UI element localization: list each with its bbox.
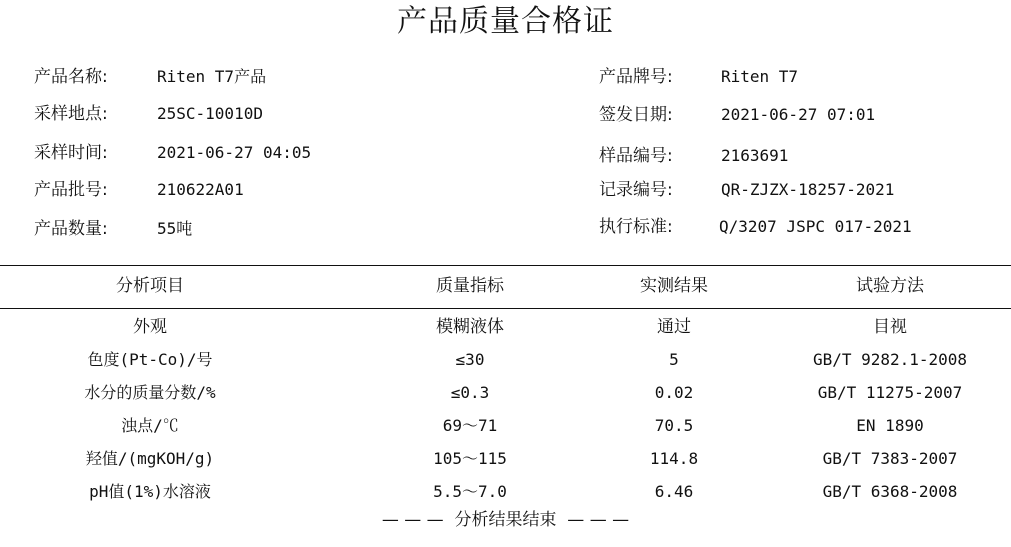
info-value: Riten T7产品 (157, 67, 267, 86)
info-value: 55吨 (157, 219, 193, 238)
cell-result: 5 (669, 350, 679, 369)
info-label: 样品编号: (599, 146, 673, 166)
cell-item: 外观 (133, 317, 167, 337)
cell-method: GB/T 11275-2007 (817, 383, 963, 402)
cell-spec: 模糊液体 (436, 317, 504, 337)
column-header-result: 实测结果 (640, 276, 708, 296)
info-value: 2163691 (721, 146, 789, 165)
end-of-results-note: — — — 分析结果结束 — — — (381, 510, 630, 530)
info-sampling-time-row (34, 138, 534, 168)
cell-item: 水分的质量分数/% (84, 383, 216, 402)
table-header-rule (0, 308, 1011, 309)
info-value: Q/3207 JSPC 017-2021 (719, 217, 912, 236)
info-label: 采样地点: (34, 104, 108, 124)
cell-item: 浊点/℃ (121, 416, 179, 435)
info-label: 签发日期: (599, 105, 673, 125)
cell-spec: ≤30 (455, 350, 485, 369)
document-title: 产品质量合格证 (397, 4, 614, 39)
info-label: 执行标准: (599, 217, 673, 237)
info-sampling-location-row (34, 99, 534, 129)
info-value: 25SC-10010D (157, 104, 263, 123)
info-value: 210622A01 (157, 180, 244, 199)
info-standard-row (599, 212, 999, 242)
info-label: 产品牌号: (599, 67, 673, 87)
info-batch-number-row (34, 175, 534, 205)
cell-spec: 5.5～7.0 (433, 482, 507, 501)
info-value: QR-ZJZX-18257-2021 (721, 180, 895, 199)
column-header-spec: 质量指标 (436, 276, 504, 296)
cell-method: GB/T 9282.1-2008 (812, 350, 968, 369)
info-label: 采样时间: (34, 143, 108, 163)
column-header-method: 试验方法 (856, 276, 924, 296)
table-top-rule (0, 265, 1011, 266)
cell-spec: 105～115 (433, 449, 507, 468)
info-label: 产品批号: (34, 180, 108, 200)
cell-method: GB/T 6368-2008 (822, 482, 958, 501)
info-value: 2021-06-27 04:05 (157, 143, 312, 162)
cell-item: pH值(1%)水溶液 (89, 482, 211, 501)
info-label: 产品数量: (34, 219, 108, 239)
cell-result: 70.5 (654, 416, 694, 435)
info-record-number-row (599, 175, 999, 205)
cell-item: 色度(Pt-Co)/号 (87, 350, 213, 369)
info-label: 记录编号: (599, 180, 673, 200)
cell-item: 羟值/(mgKOH/g) (85, 449, 215, 468)
cell-method: 目视 (873, 317, 907, 337)
cell-spec: ≤0.3 (450, 383, 490, 402)
cell-method: GB/T 7383-2007 (822, 449, 958, 468)
cell-method: EN 1890 (856, 416, 924, 435)
info-quantity-row (34, 214, 534, 244)
cell-result: 6.46 (654, 482, 694, 501)
info-value: 2021-06-27 07:01 (721, 105, 876, 124)
cell-spec: 69～71 (442, 416, 498, 435)
info-brand-row (599, 62, 999, 92)
cell-result: 通过 (657, 317, 691, 337)
info-value: Riten T7 (721, 67, 799, 86)
info-product-name-row (34, 62, 534, 92)
info-label: 产品名称: (34, 67, 108, 87)
column-header-item: 分析项目 (116, 276, 184, 296)
cell-result: 0.02 (654, 383, 694, 402)
cell-result: 114.8 (649, 449, 699, 468)
info-issue-date-row (599, 100, 999, 130)
info-sample-number-row (599, 141, 999, 171)
